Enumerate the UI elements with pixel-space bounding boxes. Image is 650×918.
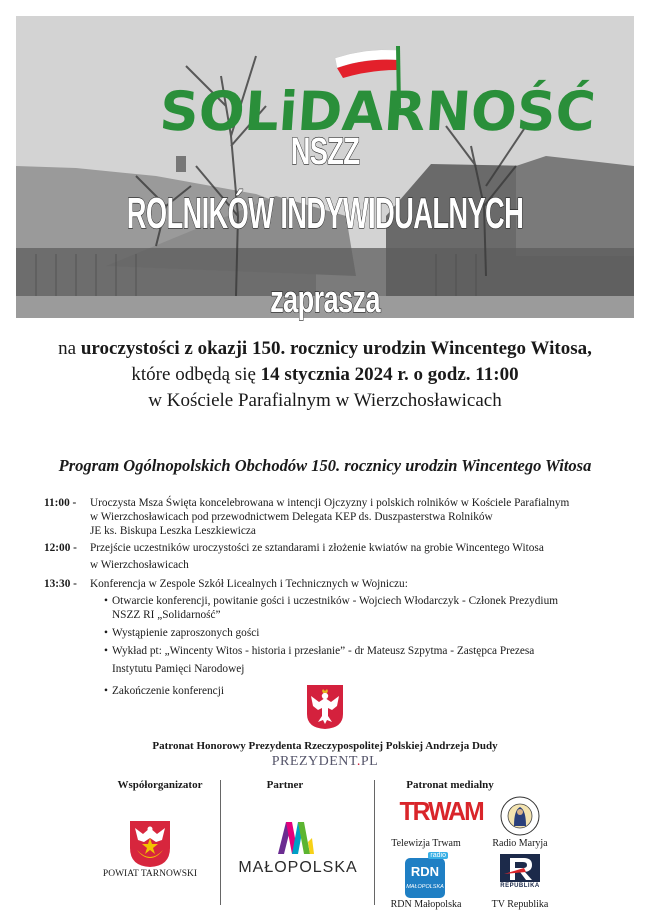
rdn-radio-tag: radio xyxy=(430,852,446,859)
conference-subitem xyxy=(104,626,624,640)
schedule-text: Uroczysta Msza Święta koncelebrowana w intencji Ojczyzny i polskich rolników w Kościele Parafialnym xyxy=(90,497,570,509)
invitation-line-2-prefix: które odbędą się xyxy=(131,364,261,385)
rdn-malopolska-logo xyxy=(405,852,446,898)
svg-text:SOLiDARNOŚĆ: SOLiDARNOŚĆ xyxy=(157,80,598,143)
invitation-text xyxy=(0,336,650,414)
partner-name: MAŁOPOLSKA xyxy=(238,859,358,876)
media-caption: TV Republika xyxy=(491,899,549,910)
subitem-text: NSZZ RI „Solidarność” xyxy=(112,609,221,621)
subitem-text: Wystąpienie zaproszonych gości xyxy=(112,627,260,639)
invitation-line-2 xyxy=(0,362,650,388)
hero-title-rolnikow: ROLNIKÓW INDYWIDUALNYCH xyxy=(126,189,524,238)
prezydent-dot: . xyxy=(356,754,361,769)
program-schedule xyxy=(44,496,624,702)
column-divider xyxy=(220,780,221,905)
bullet-icon: • xyxy=(104,595,108,607)
schedule-time: 11:00 - xyxy=(44,497,77,509)
conference-subitem xyxy=(104,644,624,676)
prezydent-tld: PL xyxy=(360,754,379,769)
conference-subitems xyxy=(44,594,624,698)
media-caption: Radio Maryja xyxy=(492,838,548,849)
rdn-logo-text: RDN xyxy=(410,864,440,879)
column-divider xyxy=(374,780,375,905)
schedule-item xyxy=(44,577,624,591)
prezydent-pl-logo xyxy=(0,754,650,770)
bullet-icon: • xyxy=(104,685,108,697)
invitation-line-1 xyxy=(0,336,650,362)
schedule-text: JE ks. Biskupa Leszka Leszkiewicza xyxy=(90,525,256,537)
hero-title-zaprasza: zaprasza xyxy=(270,279,380,321)
rdn-logo-sub: MAŁOPOLSKA xyxy=(406,884,444,890)
powiat-tarnowski-coat-of-arms-icon xyxy=(129,820,171,868)
subitem-text: Zakończenie konferencji xyxy=(112,685,224,697)
invitation-date-time: 14 stycznia 2024 r. o godz. 11:00 xyxy=(260,364,519,385)
honorary-patronage: Patronat Honorowy Prezydenta Rzeczypospolitej Polskiej Andrzeja Dudy xyxy=(152,740,498,752)
subitem-text: Wykład pt: „Wincenty Witos - historia i przesłanie” - dr Mateusz Szpytma - Zastępca Prezesa xyxy=(112,645,535,657)
hero-title-nszz: NSZZ xyxy=(290,131,360,173)
bullet-icon: • xyxy=(104,627,108,639)
schedule-time: 12:00 - xyxy=(44,542,77,554)
schedule-item xyxy=(44,541,624,572)
partner-label: Partner xyxy=(266,779,304,791)
schedule-text: w Wierzchosławicach pod przewodnictwem Delegata KEP ds. Duszpasterstwa Rolników xyxy=(90,511,493,523)
radio-maryja-logo-icon xyxy=(500,796,540,836)
bullet-icon: • xyxy=(104,645,108,657)
schedule-time: 13:30 - xyxy=(44,578,77,590)
program-title: Program Ogólnopolskich Obchodów 150. rocznicy urodzin Wincentego Witosa xyxy=(58,456,592,475)
schedule-text: Konferencja w Zespole Szkół Licealnych i Technicznych w Wojniczu: xyxy=(90,578,408,590)
coorganizer-name: POWIAT TARNOWSKI xyxy=(102,869,198,879)
conference-subitem xyxy=(104,684,624,698)
schedule-text: w Wierzchosławicach xyxy=(90,559,189,571)
conference-subitem xyxy=(104,594,624,622)
schedule-item xyxy=(44,496,624,538)
invitation-line-3: w Kościele Parafialnym w Wierzchosławicach xyxy=(148,390,502,411)
invitation-line-1-prefix: na xyxy=(58,338,81,359)
invitation-line-1-bold: uroczystości z okazji 150. rocznicy urodzin Wincentego Witosa, xyxy=(80,338,592,359)
media-caption: RDN Małopolska xyxy=(390,899,462,910)
subitem-text: Instytutu Pamięci Narodowej xyxy=(112,663,245,675)
schedule-text: Przejście uczestników uroczystości ze sztandarami i złożenie kwiatów na grobie Wincentego Witosa xyxy=(90,542,544,554)
prezydent-text: PREZYDENT xyxy=(271,754,357,769)
republika-logo-text: REPUBLIKA xyxy=(500,883,540,889)
polish-eagle-emblem-icon xyxy=(306,684,344,730)
subitem-text: Otwarcie konferencji, powitanie gości i uczestników - Wojciech Włodarczyk - Członek Prezydium xyxy=(112,595,559,607)
media-patronage-label: Patronat medialny xyxy=(406,779,494,791)
coorganizer-label: Współorganizator xyxy=(117,779,203,791)
malopolska-logo-icon xyxy=(278,820,314,856)
media-caption: Telewizja Trwam xyxy=(391,838,461,849)
trwam-logo: TRWAM xyxy=(399,796,483,826)
